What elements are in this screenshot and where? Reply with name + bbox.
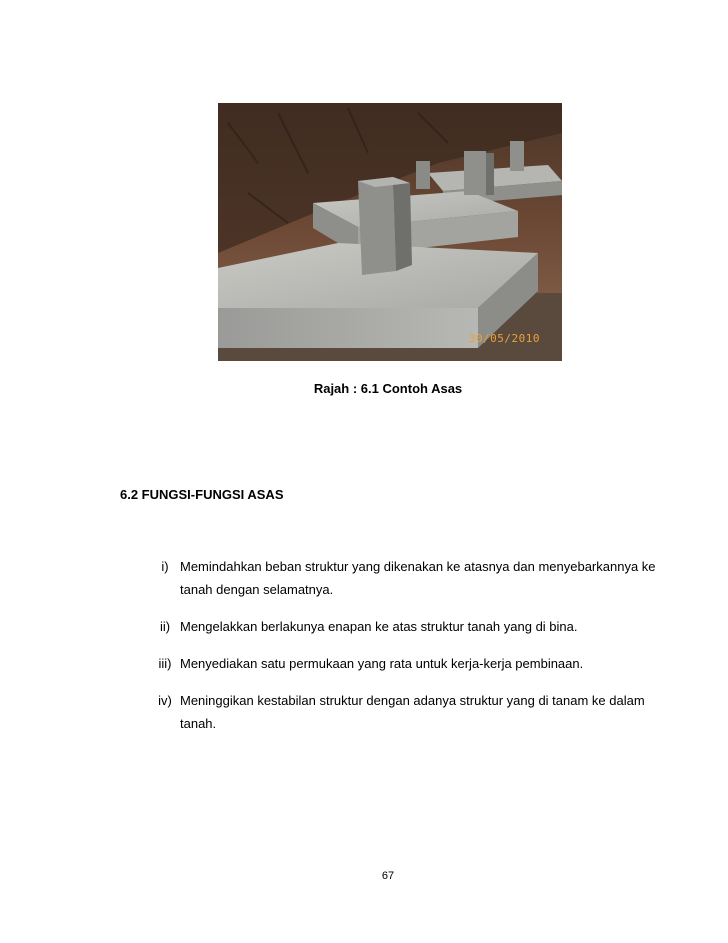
function-list bbox=[150, 555, 670, 749]
list-item bbox=[150, 689, 670, 735]
list-item-number: ii) bbox=[159, 619, 171, 634]
list-item bbox=[150, 555, 670, 601]
figure-caption: Rajah : 6.1 Contoh Asas bbox=[313, 381, 463, 396]
photo-date-stamp: 30/05/2010 bbox=[468, 332, 540, 345]
section-heading: 6.2 FUNGSI-FUNGSI ASAS bbox=[120, 487, 284, 502]
list-item-number: iii) bbox=[158, 656, 172, 671]
list-item-text: Menyediakan satu permukaan yang rata untuk kerja-kerja pembinaan. bbox=[180, 656, 584, 671]
list-item bbox=[150, 652, 670, 675]
list-item-text: Meninggikan kestabilan struktur dengan adanya struktur yang di tanam ke dalam tanah. bbox=[180, 693, 645, 731]
list-item bbox=[150, 615, 670, 638]
foundation-photo bbox=[218, 103, 562, 361]
list-item-text: Mengelakkan berlakunya enapan ke atas struktur tanah yang di bina. bbox=[180, 619, 578, 634]
page-number: 67 bbox=[381, 870, 395, 882]
list-item-number: i) bbox=[161, 559, 169, 574]
list-item-number: iv) bbox=[158, 693, 172, 708]
list-item-text: Memindahkan beban struktur yang dikenakan ke atasnya dan menyebarkannya ke tanah dengan selamatnya. bbox=[180, 559, 656, 597]
